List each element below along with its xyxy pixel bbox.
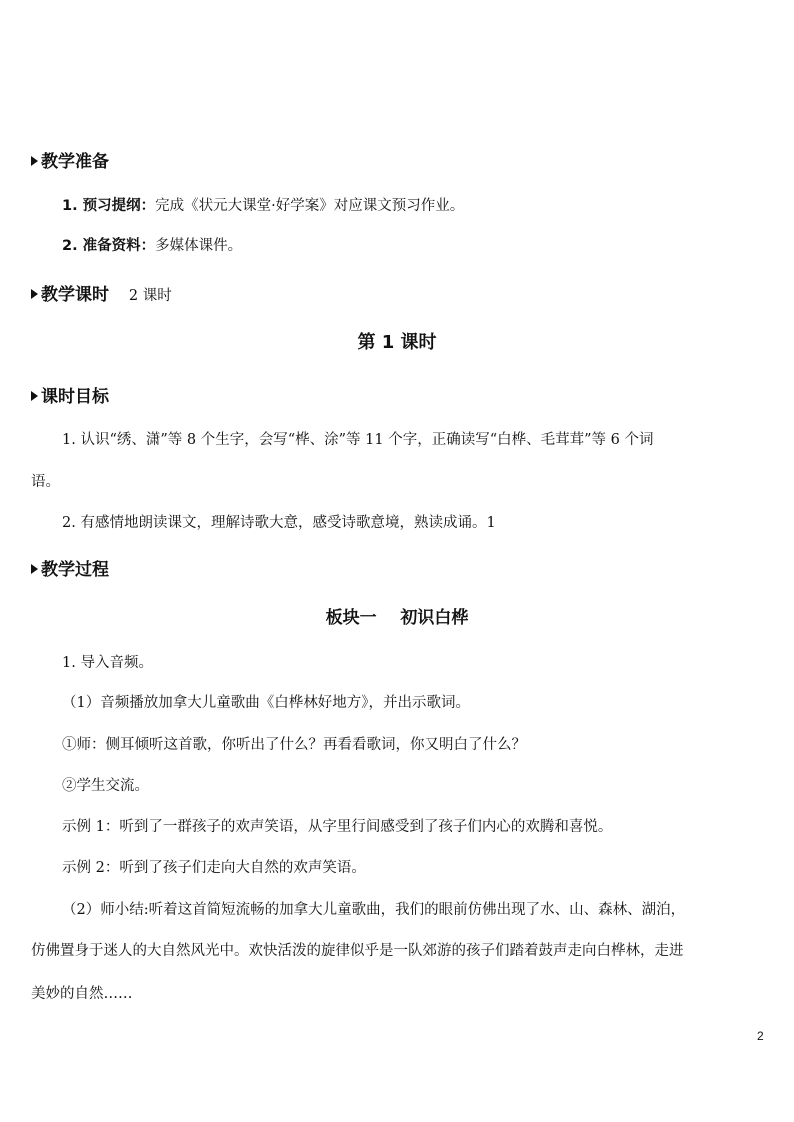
goals-heading: 课时目标 — [31, 382, 109, 407]
triangle-bullet-icon — [31, 564, 38, 574]
prep-item-text: 完成《状元大课堂·好学案》对应课文预习作业。 — [155, 198, 465, 214]
triangle-bullet-icon — [31, 391, 38, 401]
step-1-1: （1）音频播放加拿大儿童歌曲《白桦林好地方》，并出示歌词。 — [62, 695, 470, 711]
prep-item-label: 1. 预习提纲： — [62, 198, 156, 214]
prep-item-text: 多媒体课件。 — [155, 238, 243, 254]
question-1: ①师：侧耳倾听这首歌，你听出了什么？再看看歌词，你又明白了什么？ — [62, 737, 526, 753]
goal-1-line-2: 语。 — [31, 474, 60, 490]
summary-line-3: 美妙的自然…… — [31, 986, 133, 1002]
example-2: 示例 2：听到了孩子们走向大自然的欢声笑语。 — [62, 860, 366, 876]
goal-1-line-1: 1. 认识“绣、潇”等 8 个生字，会写“桦、涂”等 11 个字，正确读写“白桦、毛茸茸”等 6 个词 — [62, 432, 654, 448]
goal-2: 2. 有感情地朗读课文，理解诗歌大意，感受诗歌意境，熟读成诵。1 — [62, 515, 496, 531]
lesson-title: 第 1 课时 — [357, 332, 437, 353]
triangle-bullet-icon — [31, 289, 38, 299]
block-title: 板块一 初识白桦 — [325, 608, 469, 628]
page-number: 2 — [757, 1029, 764, 1043]
hours-value: 2 课时 — [128, 288, 172, 304]
triangle-bullet-icon — [31, 156, 38, 166]
hours-heading: 教学课时 2 课时 — [31, 280, 172, 305]
prep-item-2 — [62, 234, 242, 255]
prep-heading: 教学准备 — [31, 147, 109, 172]
prep-item-label: 2. 准备资料： — [62, 238, 156, 254]
process-heading: 教学过程 — [31, 555, 109, 580]
summary-line-2: 仿佛置身于迷人的大自然风光中。欢快活泼的旋律似乎是一队郊游的孩子们踏着鼓声走向白桦林，走进 — [31, 943, 684, 959]
question-2: ②学生交流。 — [62, 778, 149, 794]
step-1: 1. 导入音频。 — [62, 655, 153, 671]
prep-item-1 — [62, 194, 464, 215]
summary-line-1: （2）师小结:听着这首简短流畅的加拿大儿童歌曲，我们的眼前仿佛出现了水、山、森林、湖泊， — [62, 902, 686, 918]
example-1: 示例 1：听到了一群孩子的欢声笑语，从字里行间感受到了孩子们内心的欢腾和喜悦。 — [62, 819, 613, 835]
